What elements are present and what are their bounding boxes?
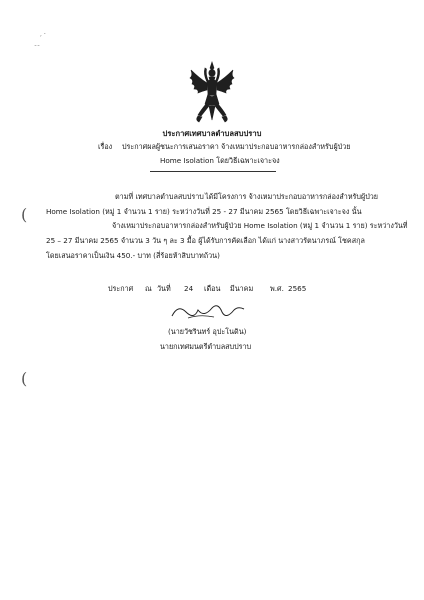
signatory-position: นายกเทศมนตรีตำบลสบปราบ [160,342,252,351]
date-announced-label: ประกาศ [108,284,134,293]
paragraph-2-line-2: 25 – 27 มีนาคม 2565 จำนวน 3 วัน ๆ ละ 3 มื้อ ผู้ได้รับการคัดเลือก ได้แก่ นางสาวรัตนาภรณ์ โชคสกุล [46,236,365,245]
document-title: ประกาศเทศบาลตำบลสบปราบ [162,129,262,138]
binding-hole-mark: ( [21,205,28,224]
garuda-emblem-icon [181,60,243,124]
date-year: 2565 [288,284,307,293]
signatory-name: (นายวัชรินทร์ อุปะโนดิน) [168,327,247,336]
header-divider [150,171,276,172]
paragraph-1-line-2: Home Isolation (หมู่ 1 จำนวน 1 ราย) ระหว่างวันที่ 25 - 27 มีนาคม 2565 โดยวิธีเฉพาะเจาะจง นั้น [46,207,362,216]
date-month: มีนาคม [230,284,254,293]
handwritten-signature [168,300,248,324]
paragraph-2-line-1: จ้างเหมาประกอบอาหารกล่องสำหรับผู้ป่วย Home Isolation (หมู่ 1 จำนวน 1 ราย) ระหว่างวันที่ [112,221,408,230]
subject-line-2: Home Isolation โดยวิธีเฉพาะเจาะจง [160,156,280,165]
date-day: 24 [184,284,194,293]
date-at-label: ณ [145,284,152,293]
scan-speck: ˏ ˴ [39,30,46,37]
subject-label: เรื่อง [98,142,113,151]
paragraph-1-line-1b: ได้มีโครงการ จ้างเหมาประกอบอาหารกล่องสำหรับผู้ป่วย [205,192,379,201]
binding-hole-mark: ( [21,369,28,388]
subject-line-1: ประกาศผลผู้ชนะการเสนอราคา จ้างเหมาประกอบอาหารกล่องสำหรับผู้ป่วย [122,142,351,151]
paragraph-2-line-3: โดยเสนอราคาเป็นเงิน 450.- บาท (สี่ร้อยห้าสิบบาทถ้วน) [46,251,220,260]
date-month-label: เดือน [204,284,221,293]
paragraph-1-line-1a: ตามที่ เทศบาลตำบลสบปราบ [115,192,204,201]
scan-speck: ˍˍ [34,40,40,47]
date-year-label: พ.ศ. [270,284,284,293]
date-day-label: วันที่ [157,284,171,293]
